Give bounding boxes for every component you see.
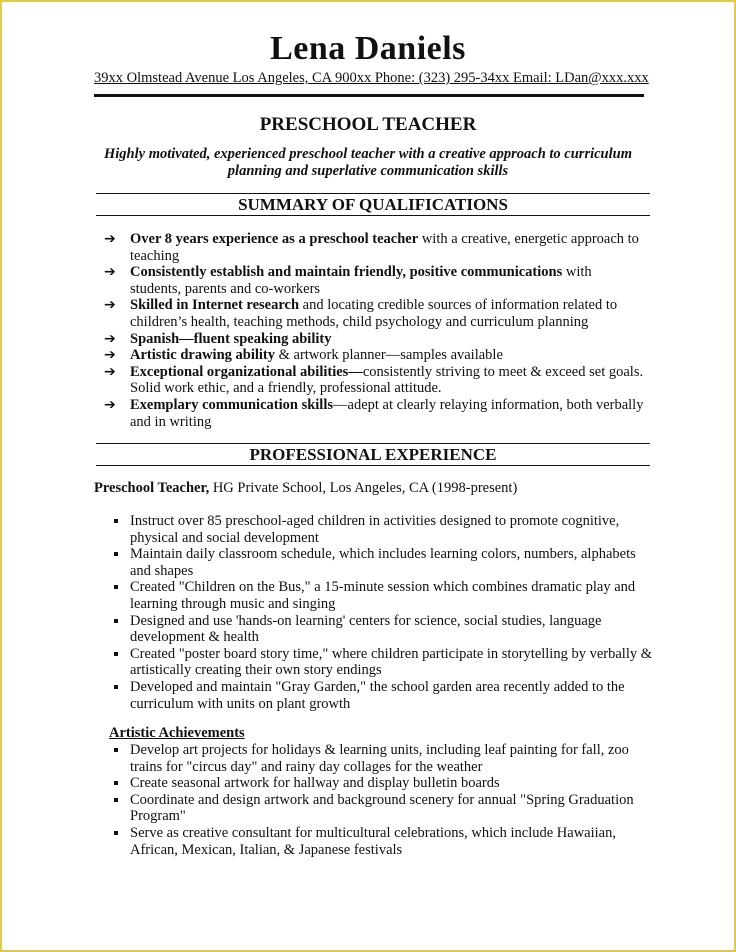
header-rule (94, 94, 644, 97)
employer-details: HG Private School, Los Angeles, CA (1998-present) (209, 480, 518, 496)
square-bullet-icon (114, 552, 118, 556)
qualification-bold: Skilled in Internet research (130, 297, 300, 314)
arrow-right-icon: ➔ (104, 297, 116, 314)
duty-item (112, 646, 652, 679)
artistic-text: Serve as creative consultant for multicultural celebrations, which include Hawaiian, African, Mexican, Italian, & Japanese festivals (130, 824, 616, 858)
qualification-text: consistently striving to meet & exceed set goals. Solid work ethic, and a friendly, professional attitude. (130, 363, 644, 397)
arrow-right-icon: ➔ (104, 396, 116, 413)
employer-line (94, 480, 517, 497)
square-bullet-icon (114, 585, 118, 589)
duty-text: Created "Children on the Bus," a 15-minute session which combines dramatic play and learning through music and singing (130, 579, 636, 612)
experience-heading: PROFESSIONAL EXPERIENCE (96, 443, 650, 466)
duty-item (112, 513, 652, 546)
artistic-item (112, 825, 652, 858)
qualification-item (104, 364, 644, 397)
qualification-item (104, 231, 644, 264)
tagline: Highly motivated, experienced preschool teacher with a creative approach to curriculum planning and superlative communication skills (104, 146, 632, 179)
square-bullet-icon (114, 831, 118, 835)
qualification-text: —adept at clearly relaying information, both verbally and in writing (130, 396, 644, 430)
qualification-bold: Exceptional organizational abilities— (130, 363, 363, 380)
qualification-text: with a creative, energetic approach to teaching (130, 231, 639, 264)
qualification-text: & artwork planner—samples available (275, 347, 503, 364)
square-bullet-icon (114, 652, 118, 656)
qualification-item (104, 347, 644, 364)
duties-list (112, 513, 652, 712)
artistic-item (112, 792, 652, 825)
square-bullet-icon (114, 748, 118, 752)
duty-text: Created "poster board story time," where children participate in storytelling by verbally & artistically creating their own story endings (130, 645, 652, 679)
qualification-item (104, 331, 644, 348)
qualification-item (104, 264, 644, 297)
square-bullet-icon (114, 519, 118, 523)
square-bullet-icon (114, 798, 118, 802)
artistic-item (112, 742, 652, 775)
square-bullet-icon (114, 619, 118, 623)
arrow-right-icon: ➔ (104, 330, 116, 347)
qualification-bold: Exemplary communication skills (130, 396, 334, 413)
role-title: Preschool Teacher, (94, 480, 210, 496)
qualification-text: with students, parents and co-workers (130, 264, 592, 297)
qualification-text: and locating credible sources of information related to children’s health, teaching methods, child psychology and curriculum planning (130, 297, 618, 330)
artistic-list (112, 742, 652, 858)
qualification-bold: Over 8 years experience as a preschool teacher (130, 231, 419, 247)
arrow-right-icon: ➔ (104, 363, 116, 380)
qualification-item (104, 397, 644, 430)
duty-item (112, 546, 652, 579)
duty-text: Designed and use 'hands-on learning' centers for science, social studies, language development & health (130, 612, 602, 646)
artistic-achievements-heading: Artistic Achievements (109, 725, 245, 741)
job-title: PRESCHOOL TEACHER (259, 114, 477, 135)
artistic-text: Create seasonal artwork for hallway and display bulletin boards (130, 775, 500, 792)
qualification-bold: Consistently establish and maintain friendly, positive communications (130, 264, 563, 281)
qualification-bold: Artistic drawing ability (130, 347, 275, 364)
resume-name: Lena Daniels (270, 30, 466, 67)
artistic-text: Develop art projects for holidays & learning units, including leaf painting for fall, zoo trains for "circus day" and rainy day collages for the weather (130, 742, 629, 775)
square-bullet-icon (114, 781, 118, 785)
qualification-item (104, 297, 644, 330)
arrow-right-icon: ➔ (104, 264, 116, 281)
duty-text: Instruct over 85 preschool-aged children in activities designed to promote cognitive, physical and social development (130, 513, 620, 546)
duty-item (112, 579, 652, 612)
contact-line: 39xx Olmstead Avenue Los Angeles, CA 900xx Phone: (323) 295-34xx Email: LDan@xxx.xxx (94, 70, 649, 86)
square-bullet-icon (114, 685, 118, 689)
qualifications-heading: SUMMARY OF QUALIFICATIONS (96, 193, 650, 216)
arrow-right-icon: ➔ (104, 231, 116, 247)
duty-item (112, 613, 652, 646)
duty-text: Maintain daily classroom schedule, which includes learning colors, numbers, alphabets and shapes (130, 546, 636, 579)
duty-item (112, 679, 652, 712)
artistic-item (112, 775, 652, 792)
qualification-bold: Spanish—fluent speaking ability (130, 330, 332, 347)
qualifications-list (104, 231, 644, 430)
artistic-text: Coordinate and design artwork and background scenery for annual "Spring Graduation Program" (130, 791, 634, 825)
duty-text: Developed and maintain "Gray Garden," the school garden area recently added to the curriculum with units on plant growth (130, 678, 625, 712)
arrow-right-icon: ➔ (104, 347, 116, 364)
